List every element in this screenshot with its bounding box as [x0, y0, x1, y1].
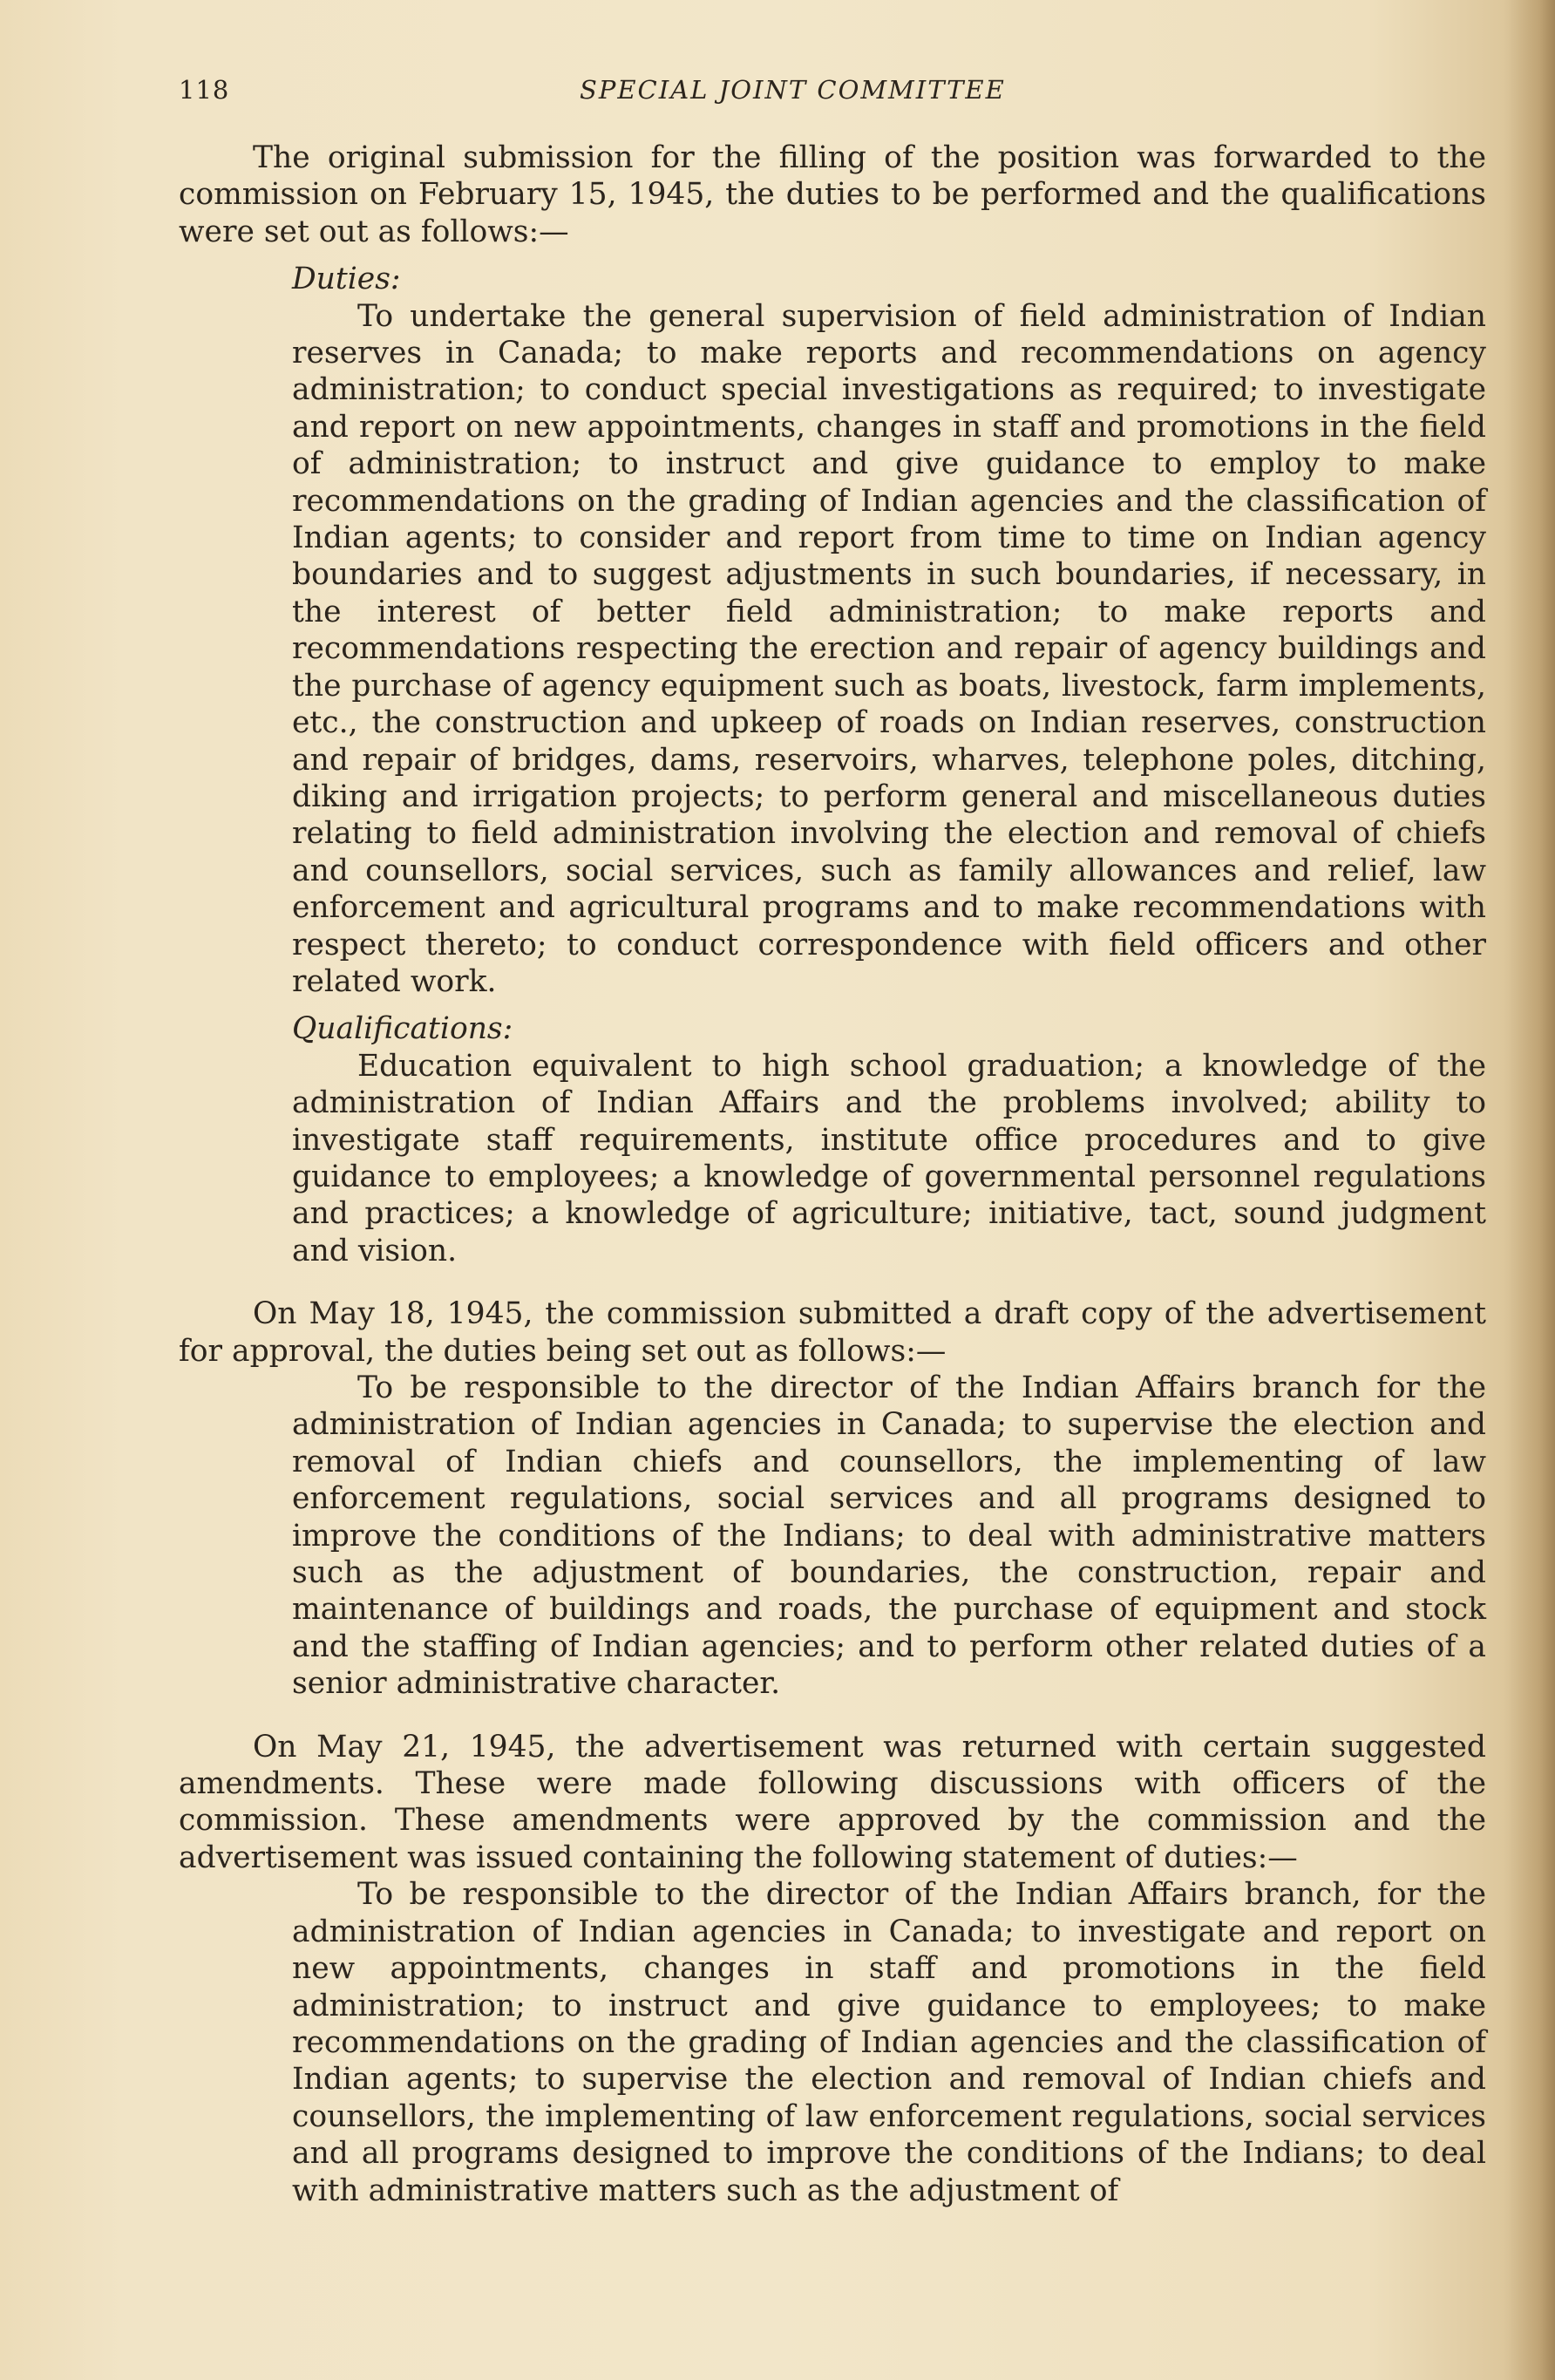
qualifications-heading: Qualifications: — [292, 1011, 513, 1047]
may21-paragraph: On May 21, 1945, the advertisement was returned with certain suggested amendments. These were made following discussions with officers of the commission. These amendments were approved by the commission and the advertisement was issued containing the following statement of duties:— — [179, 1729, 1486, 1875]
intro-paragraph: The original submission for the filling of the position was forwarded to the commission on February 15, 1945, the duties to be performed and the qualifications were set out as follows:— — [179, 140, 1486, 249]
running-title: SPECIAL JOINT COMMITTEE — [580, 75, 1006, 105]
may18-paragraph: On May 18, 1945, the commission submitted a draft copy of the advertisement for approval, the duties being set out as follows:— — [179, 1296, 1486, 1369]
page-number: 118 — [179, 75, 230, 105]
page-edge-shadow — [1503, 0, 1555, 2380]
may21-quote: To be responsible to the director of the Indian Affairs branch, for the administration of Indian agencies in Canada; to investigate and report on new appointments, changes in staff and promotions in the field administration; to instruct and give guidance to employees; to make recommendations on the grading of Indian agencies and the classification of Indian agents; to supervise the election and removal of Indian chiefs and counsellors, the implementing of law enforcement regulations, social services and all programs designed to improve the conditions of the Indians; to deal with administrative matters such as the adjustment of — [292, 1877, 1486, 2208]
body-text — [179, 139, 1486, 2209]
duties-text: To undertake the general supervision of field administration of Indian reserves in Canada; to make reports and recommendations on agency administration; to conduct special investigations as required; to investigate and report on new appointments, changes in staff and promotions in the field of administration; to instruct and give guidance to employ to make recommendations on the grading of Indian agencies and the classification of Indian agents; to consider and report from time to time on Indian agency boundaries and to suggest adjustments in such boundaries, if necessary, in the interest of better field administration; to make reports and recommendations respecting the erection and repair of agency buildings and the purchase of agency equipment such as boats, livestock, farm implements, etc., the construction and upkeep of roads on Indian reserves, construction and repair of bridges, dams, reservoirs, wharves, telephone poles, ditching, diking and irrigation projects; to perform general and miscellaneous duties relating to field administration involving the election and removal of chiefs and counsellors, social services, such as family allowances and relief, law enforcement and agricultural programs and to make recommendations with respect thereto; to conduct correspondence with field officers and other related work. — [292, 298, 1486, 999]
duties-heading: Duties: — [292, 262, 401, 297]
may18-quote: To be responsible to the director of the Indian Affairs branch for the administration of Indian agencies in Canada; to supervise the election and removal of Indian chiefs and counsellors, the implementing of law enforcement regulations, social services and all programs designed to improve the conditions of the Indians; to deal with administrative matters such as the adjustment of boundaries, the construction, repair and maintenance of buildings and roads, the purchase of equipment and stock and the staffing of Indian agencies; and to perform other related duties of a senior administrative character. — [292, 1370, 1486, 1702]
page-header — [179, 75, 1486, 119]
qualifications-text: Education equivalent to high school graduation; a knowledge of the administration of Indian Affairs and the problems involved; ability to investigate staff requirements, institute office procedures and to give guidance to employees; a knowledge of governmental personnel regulations and practices; a knowledge of agriculture; initiative, tact, sound judgment and vision. — [292, 1048, 1486, 1268]
